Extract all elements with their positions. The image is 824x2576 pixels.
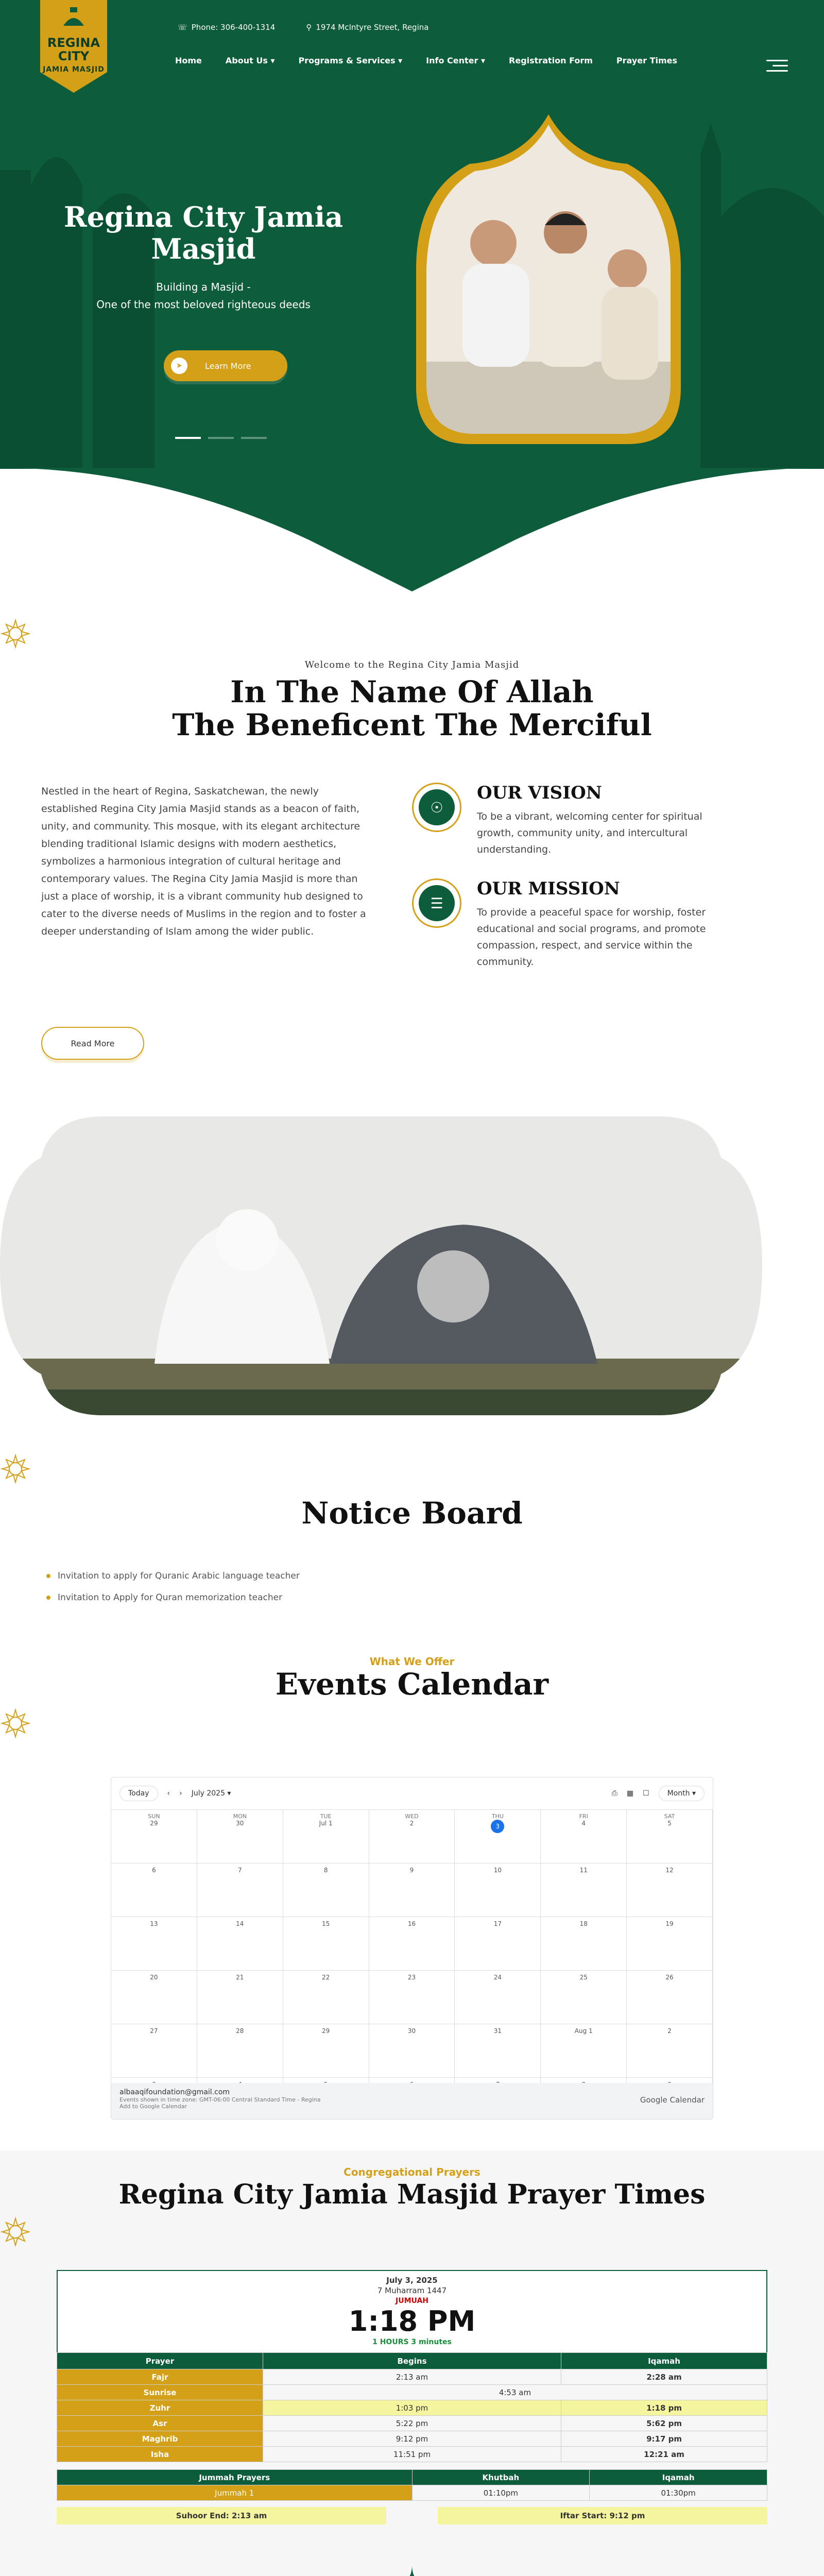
- day-number: 8: [323, 1867, 328, 1874]
- day-number: Jul 1: [319, 1820, 333, 1827]
- day-number: 23: [407, 1974, 416, 1981]
- day-number: 4: [581, 1820, 586, 1827]
- weekday-label: WED: [405, 1813, 419, 1820]
- notice-item[interactable]: Invitation to apply for Quranic Arabic language teacher: [46, 1571, 824, 1581]
- prayer-kicker: Congregational Prayers: [344, 2166, 480, 2178]
- prayer-name: Fajr: [57, 2369, 263, 2385]
- calendar-grid: [111, 1809, 713, 2120]
- day-number: Aug 1: [574, 2027, 593, 2035]
- logo-text: [40, 36, 107, 76]
- calendar-footer: [111, 2083, 713, 2119]
- google-calendar-logo[interactable]: Google Calendar: [640, 2095, 705, 2105]
- day-number: 6: [152, 1867, 156, 1874]
- prayer-begins: 1:03 pm: [263, 2400, 561, 2416]
- prayer-begins: 4:53 am: [263, 2385, 767, 2400]
- weekday-label: MON: [233, 1813, 247, 1820]
- calendar-day[interactable]: [455, 2024, 541, 2078]
- col-iqamah: Iqamah: [561, 2353, 767, 2369]
- prayer-times-widget: [57, 2270, 767, 2524]
- prayer-image: [0, 1116, 762, 1415]
- day-number: 30: [407, 2027, 416, 2035]
- calendar-day[interactable]: [111, 1863, 197, 1917]
- prayer-iqamah: 9:17 pm: [561, 2431, 767, 2447]
- read-more-button[interactable]: Read More: [41, 1027, 144, 1060]
- prayer-title: Regina City Jamia Masjid Prayer Times: [118, 2179, 706, 2210]
- prayer-name: Maghrib: [57, 2431, 263, 2447]
- calendar-day[interactable]: [541, 2024, 627, 2078]
- calendar-day[interactable]: [283, 2024, 369, 2078]
- prayer-begins: 9:12 pm: [263, 2431, 561, 2447]
- gregorian-date: July 3, 2025: [386, 2276, 438, 2285]
- hero-section: [0, 0, 824, 469]
- jummah-table: [57, 2469, 767, 2501]
- vision-title: OUR VISION: [477, 783, 602, 803]
- calendar-day[interactable]: [197, 2024, 283, 2078]
- prayer-name: Isha: [57, 2447, 263, 2462]
- calendar-day[interactable]: [111, 1810, 197, 1863]
- ornament-icon: [0, 2216, 31, 2247]
- prayer-name: Zuhr: [57, 2400, 263, 2416]
- hijri-date: 7 Muharram 1447: [377, 2286, 447, 2295]
- ornament-icon: [0, 1453, 31, 1484]
- slide-dot[interactable]: [175, 437, 201, 439]
- phone-text: Phone: 306-400-1314: [191, 23, 276, 32]
- hero-title: Regina City Jamia Masjid: [63, 200, 344, 265]
- calendar-day[interactable]: [197, 1863, 283, 1917]
- vision-item: [412, 783, 731, 858]
- prayer-name: Sunrise: [57, 2385, 263, 2400]
- notice-list: [46, 1571, 824, 1603]
- day-number: 30: [236, 1820, 244, 1827]
- jummah-name: Jummah 1: [57, 2485, 413, 2501]
- calendar-day[interactable]: [283, 1863, 369, 1917]
- support-section: [0, 2566, 824, 2576]
- calendar-day[interactable]: [197, 1810, 283, 1863]
- mission-icon-ring: [412, 878, 461, 928]
- logo-line-1: REGINA CITY: [47, 36, 100, 63]
- prayer-table-header: [57, 2353, 767, 2369]
- col-khutbah: Khutbah: [412, 2470, 590, 2485]
- calendar-day[interactable]: [627, 1917, 713, 1971]
- vision-text: To be a vibrant, welcoming center for spiritual growth, community unity, and intercultural understanding.: [477, 811, 702, 855]
- prayer-iqamah: 12:21 am: [561, 2447, 767, 2462]
- prayer-name: Asr: [57, 2416, 263, 2431]
- next-month-icon[interactable]: ›: [179, 1789, 182, 1798]
- learn-more-label: Learn More: [205, 361, 251, 371]
- slide-dot[interactable]: [241, 437, 267, 439]
- day-number: 19: [665, 1920, 674, 1927]
- prayer-rows: [57, 2369, 767, 2462]
- calendar-day[interactable]: [369, 1917, 455, 1971]
- nav-label: Info Center: [426, 56, 478, 65]
- calendar-day[interactable]: [455, 1917, 541, 1971]
- suhoor-end: Suhoor End: 2:13 am: [57, 2507, 386, 2524]
- slide-dot[interactable]: [208, 437, 234, 439]
- chevron-down-icon: ▾: [398, 56, 403, 65]
- main-nav: [175, 56, 677, 65]
- suhoor-iftar-bar: [57, 2507, 767, 2524]
- current-time: 1:18 PM: [348, 2305, 476, 2337]
- hero-image: [416, 114, 681, 444]
- table-row: [57, 2385, 767, 2400]
- day-number: 22: [321, 1974, 330, 1981]
- calendar-day[interactable]: [627, 1971, 713, 2024]
- day-number: 2: [667, 2027, 672, 2035]
- chevron-down-icon: ▾: [270, 56, 275, 65]
- day-number: 15: [321, 1920, 330, 1927]
- prayer-begins: 2:13 am: [263, 2369, 561, 2385]
- welcome-title-1: In The Name Of Allah: [230, 674, 594, 709]
- view-select[interactable]: Month ▾: [659, 1786, 705, 1801]
- calendar-day[interactable]: [541, 1917, 627, 1971]
- weekday-label: SAT: [664, 1813, 675, 1820]
- calendar-day[interactable]: [369, 2024, 455, 2078]
- calendar-email: albaaqifoundation@gmail.com: [119, 2088, 230, 2096]
- nav-programs[interactable]: [298, 56, 402, 65]
- calendar-day[interactable]: [197, 1971, 283, 2024]
- nav-info-center[interactable]: [426, 56, 485, 65]
- prayer-section: [0, 2150, 824, 2566]
- nav-registration[interactable]: Registration Form: [509, 56, 593, 65]
- day-number: 27: [150, 2027, 158, 2035]
- calendar-day[interactable]: [111, 1971, 197, 2024]
- day-number: 17: [493, 1920, 502, 1927]
- day-number: 10: [493, 1867, 502, 1874]
- iftar-start: Iftar Start: 9:12 pm: [438, 2507, 767, 2524]
- about-text: Nestled in the heart of Regina, Saskatchewan, the newly established Regina City Jamia Masjid stands as a beacon of faith, unity, and community. This mosque, with its elegant architecture blending traditional Islamic designs with modern aesthetics, symbolizes a harmonious integration of cultural heritage and contemporary values. The Regina City Jamia Masjid is more than just a place of worship, it is a vibrant community hub designed to cater to the diverse needs of Muslims in the region and to foster a deeper understanding of Islam among the wider public.: [41, 786, 366, 937]
- vision-mission: [412, 783, 731, 991]
- welcome-section: [0, 469, 824, 1417]
- calendar-day[interactable]: [111, 2024, 197, 2078]
- day-number: 11: [579, 1867, 588, 1874]
- view-text: Month: [667, 1789, 690, 1798]
- notice-section: [0, 1417, 824, 1603]
- location-icon: ⚲: [306, 23, 312, 32]
- day-number: 16: [407, 1920, 416, 1927]
- prayer-iqamah: 2:28 am: [561, 2369, 767, 2385]
- calendar-day[interactable]: [283, 1917, 369, 1971]
- calendar-day[interactable]: [455, 1971, 541, 2024]
- today-button[interactable]: Today: [119, 1786, 158, 1801]
- events-kicker: What We Offer: [369, 1655, 455, 1668]
- day-number: 3: [491, 1820, 504, 1833]
- table-row: [57, 2369, 767, 2385]
- arrow-right-icon: ➤: [171, 358, 187, 374]
- nav-label: About Us: [225, 56, 268, 65]
- table-row: [57, 2431, 767, 2447]
- menu-icon[interactable]: [766, 60, 788, 72]
- day-number: 9: [409, 1867, 414, 1874]
- welcome-title: [0, 675, 824, 741]
- day-number: 29: [321, 2027, 330, 2035]
- prayer-iqamah: 1:18 pm: [561, 2400, 767, 2416]
- phone-icon: ☏: [178, 23, 187, 32]
- day-number: 13: [150, 1920, 158, 1927]
- jumuah-label: JUMUAH: [396, 2297, 428, 2305]
- weekday-label: THU: [491, 1813, 504, 1820]
- table-row: [57, 2400, 767, 2416]
- nav-about-us[interactable]: [226, 56, 275, 65]
- weekday-label: TUE: [320, 1813, 332, 1820]
- prayer-date-box: [57, 2270, 767, 2352]
- day-number: 7: [237, 1867, 242, 1874]
- calendar-day[interactable]: [627, 1863, 713, 1917]
- prayer-begins: 5:22 pm: [263, 2416, 561, 2431]
- calendar-day[interactable]: [197, 1917, 283, 1971]
- eye-icon: ☉: [419, 789, 455, 825]
- phone-info[interactable]: [178, 23, 275, 32]
- calendar-day[interactable]: [455, 1863, 541, 1917]
- calendar-timezone: Events shown in time zone: GMT-06:00 Central Standard Time - Regina: [119, 2096, 321, 2103]
- mission-item: [412, 878, 731, 970]
- calendar-day[interactable]: [541, 1810, 627, 1863]
- calendar-day[interactable]: [283, 1971, 369, 2024]
- day-number: 29: [150, 1820, 158, 1827]
- address-info[interactable]: [306, 23, 428, 32]
- ornament-icon: [0, 1708, 31, 1739]
- calendar-day[interactable]: [541, 1971, 627, 2024]
- day-number: 18: [579, 1920, 588, 1927]
- col-begins: Begins: [263, 2353, 561, 2369]
- day-number: 14: [236, 1920, 244, 1927]
- day-number: 12: [665, 1867, 674, 1874]
- header-contact: [178, 23, 428, 32]
- day-number: 26: [665, 1974, 674, 1981]
- day-number: 28: [236, 2027, 244, 2035]
- jummah-iqamah: 01:30pm: [590, 2485, 767, 2501]
- table-row: [57, 2416, 767, 2431]
- col-prayer: Prayer: [57, 2353, 263, 2369]
- events-section: [0, 1614, 824, 2120]
- notice-item[interactable]: Invitation to Apply for Quran memorization teacher: [46, 1592, 824, 1603]
- notice-title: Notice Board: [301, 1496, 523, 1531]
- support-panel: [41, 2566, 783, 2576]
- prev-month-icon[interactable]: ‹: [167, 1789, 170, 1798]
- time-remaining: 1 HOURS 3 minutes: [372, 2338, 452, 2346]
- hero-slider-dots: [175, 437, 267, 439]
- weekday-label: SUN: [148, 1813, 160, 1820]
- col-jummah-iqamah: Iqamah: [590, 2470, 767, 2485]
- calendar-day[interactable]: [111, 1917, 197, 1971]
- chevron-down-icon: ▾: [480, 56, 486, 65]
- prayer-iqamah: 5:62 pm: [561, 2416, 767, 2431]
- vision-icon-ring: [412, 783, 461, 832]
- col-jummah: Jummah Prayers: [57, 2470, 413, 2485]
- day-number: 31: [493, 2027, 502, 2035]
- ornament-icon: [0, 618, 31, 649]
- print-icon[interactable]: ⎙: [611, 1789, 617, 1798]
- calendar-icon[interactable]: ▦: [626, 1789, 634, 1798]
- calendar-day[interactable]: [369, 1863, 455, 1917]
- table-row: [57, 2485, 767, 2501]
- mission-title: OUR MISSION: [477, 878, 620, 899]
- about-block: [0, 783, 824, 991]
- address-text: 1974 McIntyre Street, Regina: [316, 23, 429, 32]
- jummah-table-header: [57, 2470, 767, 2485]
- nav-label: Programs & Services: [298, 56, 396, 65]
- day-number: 24: [493, 1974, 502, 1981]
- mission-body: [477, 878, 731, 970]
- calendar-day[interactable]: [455, 1810, 541, 1863]
- calendar-day[interactable]: [541, 1863, 627, 1917]
- weekday-label: FRI: [579, 1813, 588, 1820]
- mission-text: To provide a peaceful space for worship, foster educational and social programs, and promote compassion, respect, and service within the community.: [477, 907, 706, 968]
- day-number: 5: [667, 1820, 672, 1827]
- hero-subtitle: [41, 278, 366, 313]
- welcome-kicker: Welcome to the Regina City Jamia Masjid: [304, 659, 520, 670]
- logo-line-2: JAMIA MASJID: [43, 65, 105, 74]
- prayer-begins: 11:51 pm: [263, 2447, 561, 2462]
- calendar-toolbar: [111, 1777, 713, 1809]
- tasks-icon[interactable]: ☐: [643, 1789, 649, 1798]
- month-label[interactable]: July 2025 ▾: [191, 1789, 231, 1798]
- events-calendar: [111, 1777, 713, 2120]
- hero-subtitle-2: One of the most beloved righteous deeds: [96, 298, 311, 311]
- calendar-day[interactable]: [369, 1971, 455, 2024]
- add-to-calendar-link[interactable]: Add to Google Calendar: [119, 2103, 187, 2110]
- nav-prayer-times[interactable]: Prayer Times: [616, 56, 678, 65]
- calendar-day[interactable]: [627, 2024, 713, 2078]
- month-text: July 2025: [191, 1789, 225, 1798]
- table-row: [57, 2447, 767, 2462]
- prayer-table: [57, 2352, 767, 2462]
- welcome-title-2: The Beneficent The Merciful: [172, 707, 652, 742]
- day-number: 25: [579, 1974, 588, 1981]
- day-number: 20: [150, 1974, 158, 1981]
- day-number: 21: [236, 1974, 244, 1981]
- hero-subtitle-1: Building a Masjid -: [156, 281, 251, 293]
- calendar-day[interactable]: [283, 1810, 369, 1863]
- events-title: Events Calendar: [275, 1667, 549, 1702]
- vision-body: [477, 783, 731, 858]
- calendar-day[interactable]: [369, 1810, 455, 1863]
- day-number: 2: [409, 1820, 414, 1827]
- quran-icon: ☰: [419, 885, 455, 921]
- nav-home[interactable]: Home: [175, 56, 202, 65]
- learn-more-button[interactable]: [164, 350, 287, 381]
- jummah-khutbah: 01:10pm: [412, 2485, 590, 2501]
- calendar-day[interactable]: [627, 1810, 713, 1863]
